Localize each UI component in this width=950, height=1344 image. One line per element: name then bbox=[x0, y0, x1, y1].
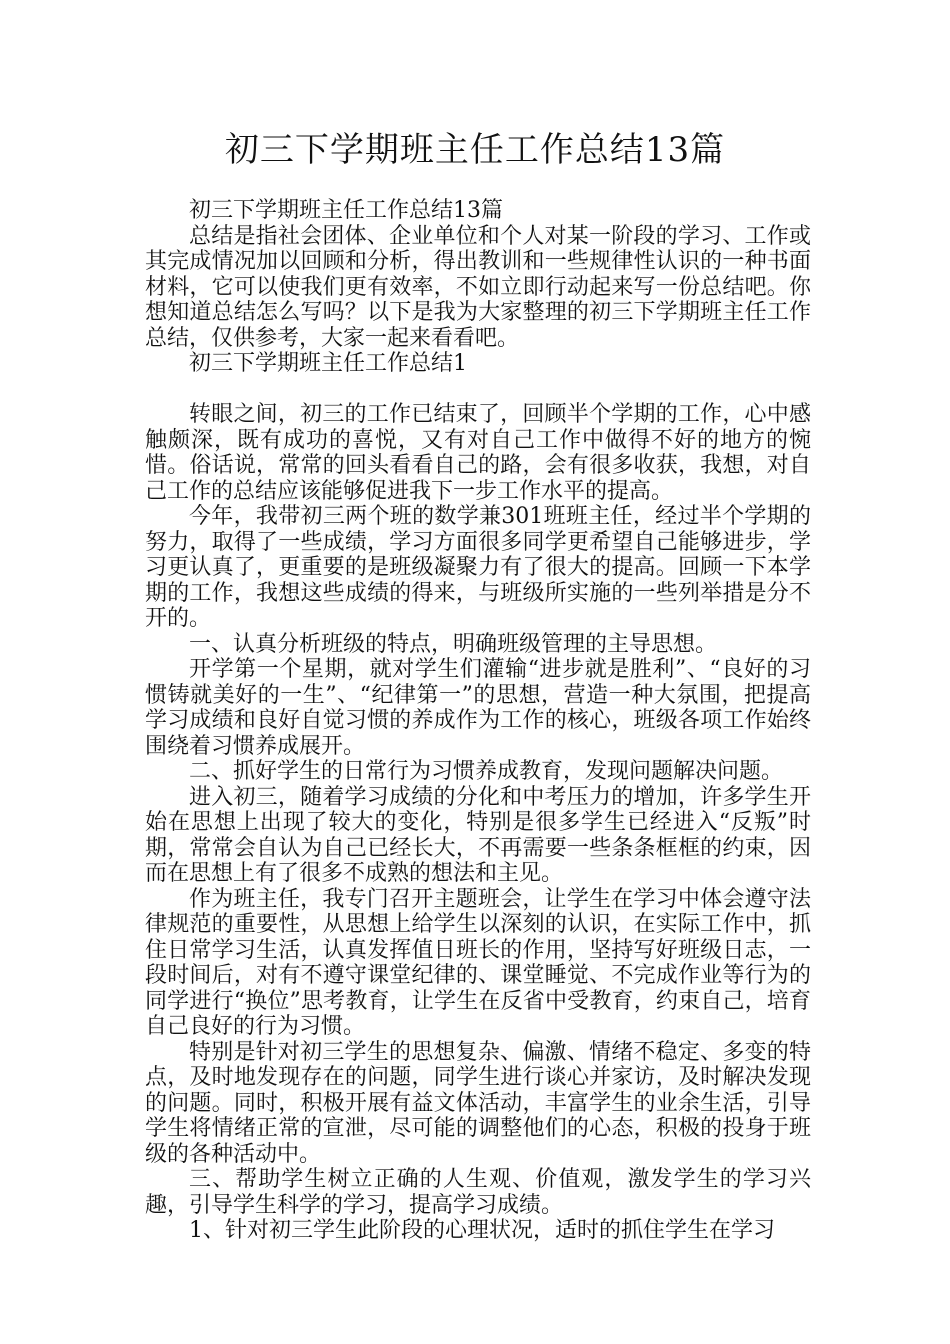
body-paragraph: 特别是针对初三学生的思想复杂、偏激、情绪不稳定、多变的特点，及时地发现存在的问题，同学生进行谈心并家访，及时解决发现的问题。同时，积极开展有益文体活动，丰富学生的业余生活，引导学生将情绪正常的宣泄，尽可能的调整他们的心态，积极的投身于班级的各种活动中。 bbox=[145, 1039, 811, 1167]
body-paragraph: 进入初三，随着学习成绩的分化和中考压力的增加，许多学生开始在思想上出现了较大的变化，特别是很多学生已经进入“反叛”时期，常常会自认为自己已经长大，不再需要一些条条框框的约束，因而在思想上有了很多不成熟的想法和主见。 bbox=[145, 784, 811, 886]
body-paragraph: 今年，我带初三两个班的数学兼301班班主任，经过半个学期的努力，取得了一些成绩，学习方面很多同学更希望自己能够进步，学习更认真了，更重要的是班级凝聚力有了很大的提高。回顾一下本学期的工作，我想这些成绩的得来，与班级所实施的一些列举措是分不开的。 bbox=[145, 504, 811, 631]
point-heading: 二、抓好学生的日常行为习惯养成教育，发现问题解决问题。 bbox=[189, 759, 784, 784]
body-paragraph: 1、针对初三学生此阶段的心理状况，适时的抓住学生在学习 bbox=[189, 1218, 775, 1243]
body-paragraph: 转眼之间，初三的工作已结束了，回顾半个学期的工作，心中感触颇深，既有成功的喜悦，又有对自己工作中做得不好的地方的惋惜。俗话说，常常的回头看看自己的路，会有很多收获，我想，对自己工作的总结应该能够促进我下一步工作水平的提高。 bbox=[145, 402, 811, 504]
body-paragraph: 作为班主任，我专门召开主题班会，让学生在学习中体会遵守法律规范的重要性，从思想上给学生以深刻的认识，在实际工作中，抓住日常学习生活，认真发挥值日班长的作用，坚持写好班级日志，一段时间后，对有不遵守课堂纪律的、课堂睡觉、不完成作业等行为的同学进行“换位”思考教育，让学生在反省中受教育，约束自己，培育自己良好的行为习惯。 bbox=[145, 886, 811, 1039]
section-heading-1: 初三下学期班主任工作总结1 bbox=[189, 351, 467, 376]
document-title: 初三下学期班主任工作总结13篇 bbox=[224, 130, 726, 170]
point-heading: 三、帮助学生树立正确的人生观、价值观，激发学生的学习兴趣，引导学生科学的学习，提高学习成绩。 bbox=[145, 1167, 811, 1218]
body-paragraph: 开学第一个星期，就对学生们灌输“进步就是胜利”、“良好的习惯铸就美好的一生”、“纪律第一”的思想，营造一种大氛围，把提高学习成绩和良好自觉习惯的养成作为工作的核心，班级各项工作始终围绕着习惯养成展开。 bbox=[145, 657, 811, 759]
blank-line bbox=[145, 377, 811, 403]
point-heading: 一、认真分析班级的特点，明确班级管理的主导思想。 bbox=[189, 631, 718, 657]
intro-paragraph: 总结是指社会团体、企业单位和个人对某一阶段的学习、工作或其完成情况加以回顾和分析，得出教训和一些规律性认识的一种书面材料，它可以使我们更有效率，不如立即行动起来写一份总结吧。你想知道总结怎么写吗？以下是我为大家整理的初三下学期班主任工作总结，仅供参考，大家一起来看看吧。 bbox=[145, 223, 811, 351]
subtitle-paragraph: 初三下学期班主任工作总结13篇 bbox=[189, 198, 503, 223]
document-body bbox=[145, 198, 811, 1244]
